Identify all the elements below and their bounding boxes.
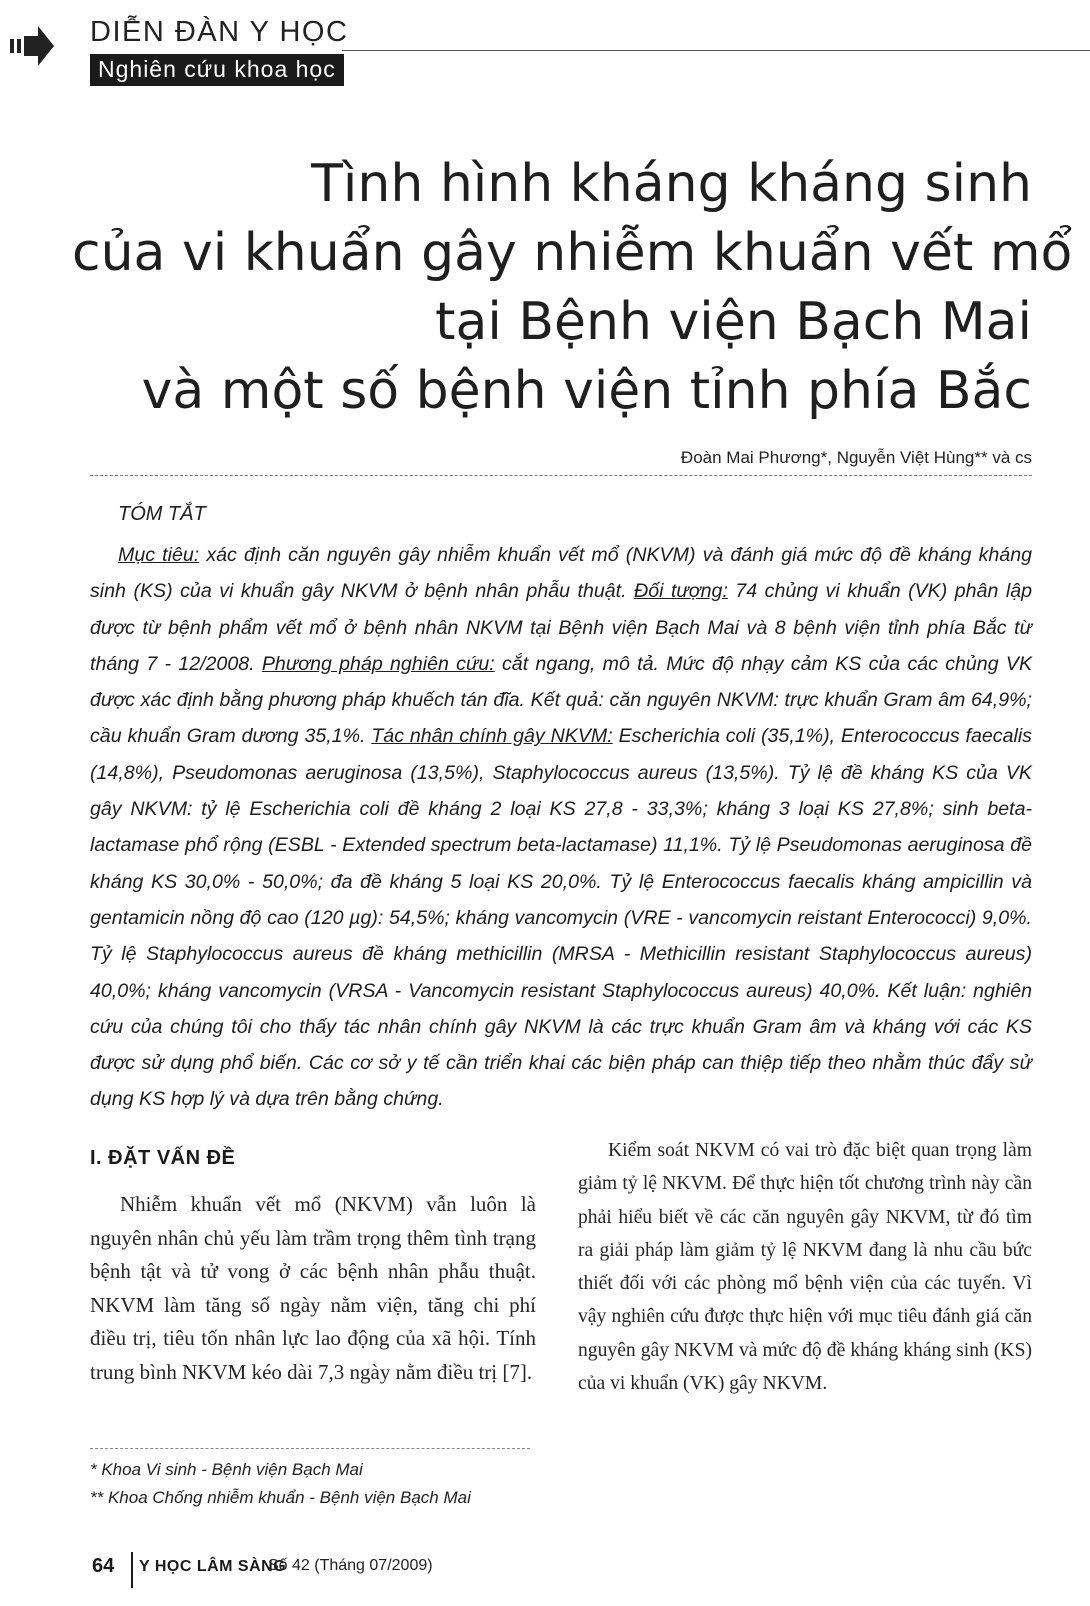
footnote-2: ** Khoa Chống nhiễm khuẩn - Bệnh viện Bạch Mai <box>90 1488 471 1507</box>
footer-divider <box>131 1552 133 1588</box>
intro-paragraph-right: Kiểm soát NKVM có vai trò đặc biệt quan trọng làm giảm tỷ lệ NKVM. Để thực hiện tốt chương trình này cần phải hiểu biết về các căn nguyên gây NKVM, từ đó tìm ra giải pháp làm giảm tỷ lệ NKVM đang là nhu cầu bức thiết đối với các phòng mổ bệnh viện của các tuyến. Vì vậy nghiên cứu được thực hiện với mục tiêu đánh giá căn nguyên gây NKVM và mức độ đề kháng kháng sinh (KS) của vi khuẩn (VK) gây NKVM. <box>578 1140 1032 1395</box>
objective-label: Mục tiêu: <box>118 544 200 566</box>
journal-name: Y HỌC LÂM SÀNG <box>139 1558 287 1575</box>
agents-text: Escherichia coli (35,1%), Enterococcus faecalis (14,8%), Pseudomonas aeruginosa (13,5%), Staphylococcus aureus (13,5%). Tỷ lệ đề kháng KS của VK gây NKVM: tỷ lệ Escherichia coli đề kháng 2 loại KS 27,8 - 33,3%; kháng 3 loại KS 27,8%; sinh beta- lactamase phổ rộng (ESBL - Extended spectrum beta-lactamase) 11,1%. Tỷ lệ Pseudomonas aeruginosa đề kháng KS 30,0% - 50,0%; đa đề kháng 5 loại KS 20,0%. Tỷ lệ Enterococcus faecalis kháng ampicillin và gentamicin nồng độ cao (120 µg): 54,5%; kháng vancomycin (VRE - vancomycin reistant Enterococci) 9,0%. Tỷ lệ Staphylococcus aureus đề kháng methicillin (MRSA - Methicillin resistant Staphylococcus aureus) 40,0%; kháng vancomycin (VRSA - Vancomycin resistant Staphylococcus aureus) 40,0%. Kết luận: nghiên cứu của chúng tôi cho thấy tác nhân chính gây NKVM là các trực khuẩn Gram âm và kháng với các KS được sử dụng phổ biến. Các cơ sở y tế cần triển khai các biện pháp can thiệp tiếp theo nhằm thúc đẩy sử dụng KS hợp lý và dựa trên bằng chứng. <box>90 725 1032 1111</box>
methods-text: cắt ngang, mô tả. Mức độ nhạy cảm KS của các chủng VK được xác định bằng phương pháp khuếch tán đĩa. Kết quả: căn nguyên NKVM: trực khuẩn Gram âm 64,9%; cầu khuẩn Gram dương 35,1%. <box>90 652 1033 748</box>
title-line-1: Tình hình kháng kháng sinh <box>311 154 1032 214</box>
footnote-1: * Khoa Vi sinh - Bệnh viện Bạch Mai <box>90 1460 363 1479</box>
methods-label: Phương pháp nghiên cứu: <box>261 652 495 675</box>
abstract-body <box>90 537 1032 1118</box>
intro-paragraph-left: Nhiễm khuẩn vết mổ (NKVM) vẫn luôn là nguyên nhân chủ yếu làm trầm trọng thêm tình trạng bệnh tật và tử vong ở các bệnh nhân phẫu thuật. NKVM làm tăng số ngày nằm viện, tăng chi phí điều trị, tiêu tốn nhân lực lao động của xã hội. Tính trung bình NKVM kéo dài 7,3 ngày nằm điều trị [7]. <box>90 1192 536 1384</box>
header-rule <box>342 50 1090 51</box>
objective-text: xác định căn nguyên gây nhiễm khuẩn vết mổ (NKVM) và đánh giá mức độ đề kháng kháng sinh (KS) của vi khuẩn gây NKVM ở bệnh nhân phẫu thuật. <box>90 544 1032 603</box>
subjects-text: 74 chủng vi khuẩn (VK) phân lập được từ bệnh phẩm vết mổ ở bệnh nhân NKVM tại Bệnh viện Bạch Mai và 8 bệnh viện tỉnh phía Bắc từ tháng 7 - 12/2008. <box>90 580 1032 675</box>
title-line-2: của vi khuẩn gây nhiễm khuẩn vết mổ <box>72 223 1073 283</box>
abstract-heading: TÓM TẮT <box>118 503 206 525</box>
authors-rule <box>90 475 1032 476</box>
article-title <box>72 150 1073 426</box>
section-heading: I. ĐẶT VẤN ĐỀ <box>90 1147 236 1169</box>
subjects-label: Đối tượng: <box>634 580 728 603</box>
issue-info: Số 42 (Tháng 07/2009) <box>268 1557 433 1574</box>
title-line-3: tại Bệnh viện Bạch Mai <box>435 292 1032 352</box>
section-tag: Nghiên cứu khoa học <box>90 54 344 86</box>
agents-label: Tác nhân chính gây NKVM: <box>371 725 613 748</box>
footnote-rule <box>90 1448 530 1449</box>
title-line-4: và một số bệnh viện tỉnh phía Bắc <box>141 361 1032 421</box>
section-name: DIỄN ĐÀN Y HỌC <box>90 16 349 48</box>
page-number: 64 <box>92 1555 115 1577</box>
authors: Đoàn Mai Phương*, Nguyễn Việt Hùng** và cs <box>680 448 1032 467</box>
arrow-right-icon <box>8 22 56 70</box>
